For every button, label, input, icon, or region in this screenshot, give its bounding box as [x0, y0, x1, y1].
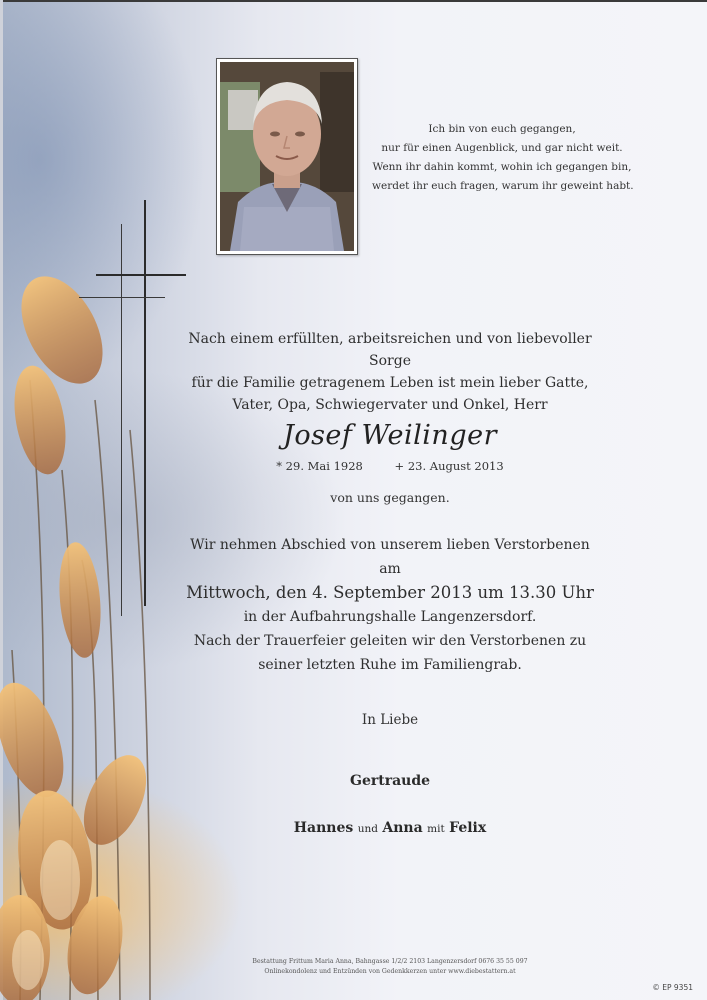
- birth-date: * 29. Mai 1928: [276, 459, 363, 473]
- poem-line: Ich bin von euch gegangen,: [428, 123, 576, 135]
- deceased-name: Josef Weilinger: [283, 420, 497, 451]
- funeral-home-footer: [180, 957, 600, 977]
- funeral-location: in der Aufbahrungshalle Langenzersdorf.: [243, 609, 537, 625]
- mourner-name: Hannes: [293, 820, 354, 836]
- cross-vertical-bar: [144, 200, 146, 606]
- announcement-line: Nach der Trauerfeier geleiten wir den Verstorbenen zu: [193, 633, 587, 649]
- footer-website: Onlinekondolenz und Entzünden von Gedenkkerzen unter www.diebestattern.at: [264, 968, 516, 975]
- memorial-poem: [372, 120, 632, 196]
- mourner-joiner: und: [357, 823, 378, 835]
- death-date: + 23. August 2013: [394, 459, 504, 473]
- funeral-announcement: [180, 533, 600, 677]
- mourner-name: Felix: [449, 820, 487, 836]
- funeral-date-time: Mittwoch, den 4. September 2013 um 13.30 Uhr: [186, 583, 594, 602]
- announcement-line: Wir nehmen Abschied von unserem lieben Verstorbenen am: [190, 537, 590, 577]
- poem-line: nur für einen Augenblick, und gar nicht weit.: [381, 142, 623, 154]
- intro-line: Vater, Opa, Schwiegervater und Onkel, Herr: [232, 397, 548, 413]
- cross-horizontal-bar-thin: [79, 297, 165, 298]
- cross-vertical-bar-thin: [121, 224, 122, 616]
- intro-text: [180, 328, 600, 416]
- announcement-line: seiner letzten Ruhe im Familiengrab.: [258, 657, 522, 673]
- portrait-photo: [220, 62, 354, 251]
- mourner-spouse: Gertraude: [349, 773, 431, 789]
- passed-away-text: von uns gegangen.: [330, 490, 450, 505]
- cross-horizontal-bar: [96, 274, 186, 276]
- mourner-family: [180, 820, 600, 836]
- portrait-frame: [216, 58, 358, 255]
- poem-line: Wenn ihr dahin kommt, wohin ich gegangen bin,: [372, 161, 632, 173]
- intro-line: Nach einem erfüllten, arbeitsreichen und von liebevoller Sorge: [188, 331, 592, 369]
- document-code: © EP 9351: [652, 983, 693, 992]
- poem-line: werdet ihr euch fragen, warum ihr geweint habt.: [372, 180, 634, 192]
- mourner-name: Anna: [382, 820, 423, 836]
- in-love-text: In Liebe: [361, 712, 419, 728]
- intro-line: für die Familie getragenem Leben ist mein lieber Gatte,: [191, 375, 589, 391]
- footer-address: Bestattung Frittum Maria Anna, Bahngasse 1/2/2 2103 Langenzersdorf 0676 35 55 097: [252, 958, 528, 965]
- life-dates: [180, 459, 600, 473]
- mourner-joiner: mit: [427, 823, 445, 835]
